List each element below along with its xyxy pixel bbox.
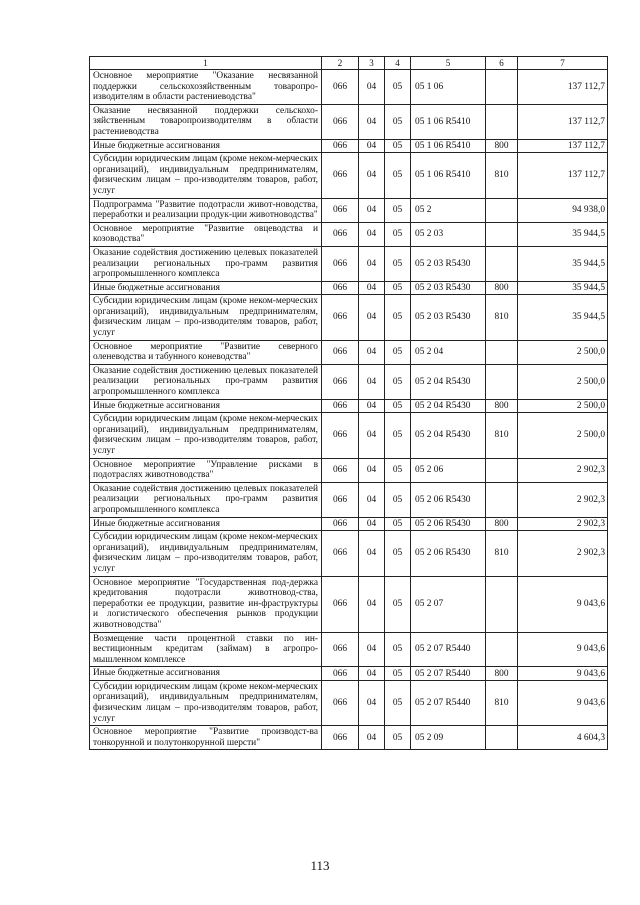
row-expense-type-cell: 810: [486, 295, 518, 340]
row-name-cell: Основное мероприятие "Развитие северного оленеводства и табунного коневодства": [90, 340, 322, 364]
row-amount-cell: 9 043,6: [518, 680, 608, 725]
row-target-article-cell: 05 2 04: [411, 340, 486, 364]
row-amount-cell: 9 043,6: [518, 632, 608, 667]
row-amount-cell: 137 112,7: [518, 153, 608, 198]
row-expense-type-cell: 800: [486, 517, 518, 531]
row-section-cell: 04: [359, 246, 385, 281]
row-target-article-cell: 05 2 06 R5430: [411, 482, 486, 517]
row-section-cell: 04: [359, 667, 385, 681]
table-row: [90, 576, 608, 632]
table-row: [90, 667, 608, 681]
row-expense-type-cell: 800: [486, 667, 518, 681]
col-header-3: 3: [359, 57, 385, 70]
row-name-cell: Возмещение части процентной ставки по ин-вестиционным кредитам (займам) в агропро-мышленном комплексе: [90, 632, 322, 667]
row-subsection-cell: 05: [385, 531, 411, 576]
row-expense-type-cell: [486, 576, 518, 632]
row-name-cell: Иные бюджетные ассигнования: [90, 399, 322, 413]
row-name-cell: Подпрограмма "Развитие подотрасли живот-новодства, переработки и реализации продук-ции животноводства": [90, 198, 322, 222]
table-row: [90, 104, 608, 139]
row-subsection-cell: 05: [385, 413, 411, 458]
row-subsection-cell: 05: [385, 458, 411, 482]
table-row: [90, 531, 608, 576]
row-amount-cell: 35 944,5: [518, 295, 608, 340]
row-name-cell: Основное мероприятие "Развитие производст-ва тонкорунной и полутонкорунной шерсти": [90, 726, 322, 750]
row-ministry-code-cell: 066: [322, 680, 359, 725]
row-ministry-code-cell: 066: [322, 340, 359, 364]
row-amount-cell: 9 043,6: [518, 576, 608, 632]
row-ministry-code-cell: 066: [322, 576, 359, 632]
row-expense-type-cell: [486, 104, 518, 139]
row-amount-cell: 4 604,3: [518, 726, 608, 750]
row-amount-cell: 137 112,7: [518, 139, 608, 153]
row-amount-cell: 137 112,7: [518, 70, 608, 105]
row-name-cell: Оказание несвязанной поддержки сельскохо-зяйственным товаропроизводителям в области растениеводства: [90, 104, 322, 139]
row-name-cell: Иные бюджетные ассигнования: [90, 281, 322, 295]
row-section-cell: 04: [359, 222, 385, 246]
row-subsection-cell: 05: [385, 340, 411, 364]
row-ministry-code-cell: 066: [322, 153, 359, 198]
row-name-cell: Оказание содействия достижению целевых показателей реализации региональных про-грамм развития агропромышленного комплекса: [90, 364, 322, 399]
row-section-cell: 04: [359, 153, 385, 198]
row-target-article-cell: 05 2 03 R5430: [411, 295, 486, 340]
row-subsection-cell: 05: [385, 726, 411, 750]
row-section-cell: 04: [359, 576, 385, 632]
row-name-cell: Основное мероприятие "Государственная под-держка кредитования подотрасли животновод-ства, переработки ее продукции, развитие ин-фраструктуры и логистического обеспечения рынков продукции животноводства": [90, 576, 322, 632]
row-amount-cell: 35 944,5: [518, 222, 608, 246]
row-ministry-code-cell: 066: [322, 104, 359, 139]
table-row: [90, 482, 608, 517]
table-row: [90, 70, 608, 105]
table-row: [90, 153, 608, 198]
budget-table: [89, 56, 608, 750]
row-target-article-cell: 05 2: [411, 198, 486, 222]
row-section-cell: 04: [359, 458, 385, 482]
row-ministry-code-cell: 066: [322, 222, 359, 246]
row-section-cell: 04: [359, 70, 385, 105]
table-row: [90, 295, 608, 340]
row-expense-type-cell: 800: [486, 281, 518, 295]
row-section-cell: 04: [359, 340, 385, 364]
row-expense-type-cell: [486, 70, 518, 105]
table-row: [90, 458, 608, 482]
row-target-article-cell: 05 2 04 R5430: [411, 364, 486, 399]
row-name-cell: Оказание содействия достижению целевых показателей реализации региональных про-грамм развития агропромышленного комплекса: [90, 246, 322, 281]
row-expense-type-cell: [486, 246, 518, 281]
row-name-cell: Иные бюджетные ассигнования: [90, 517, 322, 531]
page-number: 113: [310, 858, 330, 873]
row-expense-type-cell: 810: [486, 531, 518, 576]
row-subsection-cell: 05: [385, 246, 411, 281]
row-ministry-code-cell: 066: [322, 413, 359, 458]
row-ministry-code-cell: 066: [322, 531, 359, 576]
col-header-6: 6: [486, 57, 518, 70]
row-subsection-cell: 05: [385, 482, 411, 517]
row-section-cell: 04: [359, 139, 385, 153]
row-subsection-cell: 05: [385, 680, 411, 725]
row-name-cell: Субсидии юридическим лицам (кроме неком-мерческих организаций), индивидуальным предпринимателям, физическим лицам – про-изводителям товаров, работ, услуг: [90, 295, 322, 340]
row-subsection-cell: 05: [385, 632, 411, 667]
table-row: [90, 399, 608, 413]
row-subsection-cell: 05: [385, 222, 411, 246]
row-name-cell: Субсидии юридическим лицам (кроме неком-мерческих организаций), индивидуальным предпринимателям, физическим лицам – про-изводителям товаров, работ, услуг: [90, 531, 322, 576]
table-row: [90, 517, 608, 531]
col-header-1: 1: [90, 57, 322, 70]
row-amount-cell: 2 902,3: [518, 482, 608, 517]
row-amount-cell: 94 938,0: [518, 198, 608, 222]
row-name-cell: Субсидии юридическим лицам (кроме неком-мерческих организаций), индивидуальным предпринимателям, физическим лицам – про-изводителям товаров, работ, услуг: [90, 413, 322, 458]
row-amount-cell: 2 902,3: [518, 531, 608, 576]
row-ministry-code-cell: 066: [322, 517, 359, 531]
row-subsection-cell: 05: [385, 576, 411, 632]
row-subsection-cell: 05: [385, 667, 411, 681]
row-subsection-cell: 05: [385, 139, 411, 153]
row-ministry-code-cell: 066: [322, 482, 359, 517]
row-expense-type-cell: 810: [486, 413, 518, 458]
row-expense-type-cell: [486, 632, 518, 667]
row-name-cell: Иные бюджетные ассигнования: [90, 667, 322, 681]
row-target-article-cell: 05 2 03 R5430: [411, 246, 486, 281]
row-ministry-code-cell: 066: [322, 667, 359, 681]
row-subsection-cell: 05: [385, 517, 411, 531]
row-target-article-cell: 05 1 06 R5410: [411, 139, 486, 153]
row-amount-cell: 2 902,3: [518, 517, 608, 531]
row-ministry-code-cell: 066: [322, 198, 359, 222]
row-amount-cell: 137 112,7: [518, 104, 608, 139]
row-target-article-cell: 05 2 03: [411, 222, 486, 246]
table-row: [90, 139, 608, 153]
row-expense-type-cell: 800: [486, 139, 518, 153]
row-ministry-code-cell: 066: [322, 726, 359, 750]
row-name-cell: Субсидии юридическим лицам (кроме неком-мерческих организаций), индивидуальным предпринимателям, физическим лицам – про-изводителям товаров, работ, услуг: [90, 153, 322, 198]
col-header-5: 5: [411, 57, 486, 70]
row-expense-type-cell: 800: [486, 399, 518, 413]
row-subsection-cell: 05: [385, 295, 411, 340]
row-target-article-cell: 05 2 07 R5440: [411, 667, 486, 681]
row-name-cell: Основное мероприятие "Оказание несвязанной поддержки сельскохозяйственным товаропро-изводителям в области растениеводства": [90, 70, 322, 105]
row-amount-cell: 9 043,6: [518, 667, 608, 681]
row-section-cell: 04: [359, 531, 385, 576]
row-expense-type-cell: [486, 198, 518, 222]
table-row: [90, 680, 608, 725]
table-row: [90, 222, 608, 246]
row-name-cell: Основное мероприятие "Развитие овцеводства и козоводства": [90, 222, 322, 246]
row-expense-type-cell: [486, 222, 518, 246]
row-ministry-code-cell: 066: [322, 458, 359, 482]
row-amount-cell: 2 902,3: [518, 458, 608, 482]
row-section-cell: 04: [359, 632, 385, 667]
row-name-cell: Иные бюджетные ассигнования: [90, 139, 322, 153]
row-section-cell: 04: [359, 726, 385, 750]
row-subsection-cell: 05: [385, 153, 411, 198]
table-row: [90, 281, 608, 295]
header-row: [90, 57, 608, 70]
row-target-article-cell: 05 2 07: [411, 576, 486, 632]
row-section-cell: 04: [359, 482, 385, 517]
row-subsection-cell: 05: [385, 364, 411, 399]
row-amount-cell: 2 500,0: [518, 340, 608, 364]
table-row: [90, 246, 608, 281]
row-ministry-code-cell: 066: [322, 246, 359, 281]
col-header-7: 7: [518, 57, 608, 70]
row-subsection-cell: 05: [385, 399, 411, 413]
table-row: [90, 198, 608, 222]
row-section-cell: 04: [359, 413, 385, 458]
row-ministry-code-cell: 066: [322, 281, 359, 295]
row-amount-cell: 2 500,0: [518, 399, 608, 413]
table-row: [90, 726, 608, 750]
row-section-cell: 04: [359, 104, 385, 139]
row-ministry-code-cell: 066: [322, 295, 359, 340]
row-name-cell: Оказание содействия достижению целевых показателей реализации региональных про-грамм развития агропромышленного комплекса: [90, 482, 322, 517]
row-target-article-cell: 05 2 04 R5430: [411, 399, 486, 413]
row-section-cell: 04: [359, 399, 385, 413]
col-header-4: 4: [385, 57, 411, 70]
row-expense-type-cell: [486, 726, 518, 750]
row-target-article-cell: 05 2 03 R5430: [411, 281, 486, 295]
row-expense-type-cell: [486, 458, 518, 482]
row-name-cell: Основное мероприятие "Управление рисками в подотраслях животноводства": [90, 458, 322, 482]
row-expense-type-cell: [486, 364, 518, 399]
row-subsection-cell: 05: [385, 104, 411, 139]
row-target-article-cell: 05 1 06 R5410: [411, 104, 486, 139]
table-row: [90, 364, 608, 399]
row-target-article-cell: 05 2 07 R5440: [411, 680, 486, 725]
row-section-cell: 04: [359, 295, 385, 340]
row-subsection-cell: 05: [385, 70, 411, 105]
row-target-article-cell: 05 2 06 R5430: [411, 531, 486, 576]
row-amount-cell: 2 500,0: [518, 364, 608, 399]
row-subsection-cell: 05: [385, 281, 411, 295]
row-target-article-cell: 05 1 06: [411, 70, 486, 105]
row-amount-cell: 35 944,5: [518, 281, 608, 295]
row-target-article-cell: 05 2 06 R5430: [411, 517, 486, 531]
row-name-cell: Субсидии юридическим лицам (кроме неком-мерческих организаций), индивидуальным предпринимателям, физическим лицам – про-изводителям товаров, работ, услуг: [90, 680, 322, 725]
row-section-cell: 04: [359, 198, 385, 222]
row-ministry-code-cell: 066: [322, 399, 359, 413]
row-amount-cell: 2 500,0: [518, 413, 608, 458]
row-target-article-cell: 05 2 04 R5430: [411, 413, 486, 458]
row-subsection-cell: 05: [385, 198, 411, 222]
row-ministry-code-cell: 066: [322, 139, 359, 153]
row-section-cell: 04: [359, 281, 385, 295]
row-target-article-cell: 05 2 06: [411, 458, 486, 482]
row-target-article-cell: 05 2 09: [411, 726, 486, 750]
row-target-article-cell: 05 2 07 R5440: [411, 632, 486, 667]
table-row: [90, 340, 608, 364]
row-target-article-cell: 05 1 06 R5410: [411, 153, 486, 198]
row-expense-type-cell: 810: [486, 153, 518, 198]
table-row: [90, 632, 608, 667]
row-section-cell: 04: [359, 364, 385, 399]
row-ministry-code-cell: 066: [322, 70, 359, 105]
row-section-cell: 04: [359, 680, 385, 725]
row-ministry-code-cell: 066: [322, 364, 359, 399]
row-expense-type-cell: [486, 482, 518, 517]
row-ministry-code-cell: 066: [322, 632, 359, 667]
row-section-cell: 04: [359, 517, 385, 531]
row-expense-type-cell: 810: [486, 680, 518, 725]
table-row: [90, 413, 608, 458]
col-header-2: 2: [322, 57, 359, 70]
row-amount-cell: 35 944,5: [518, 246, 608, 281]
row-expense-type-cell: [486, 340, 518, 364]
